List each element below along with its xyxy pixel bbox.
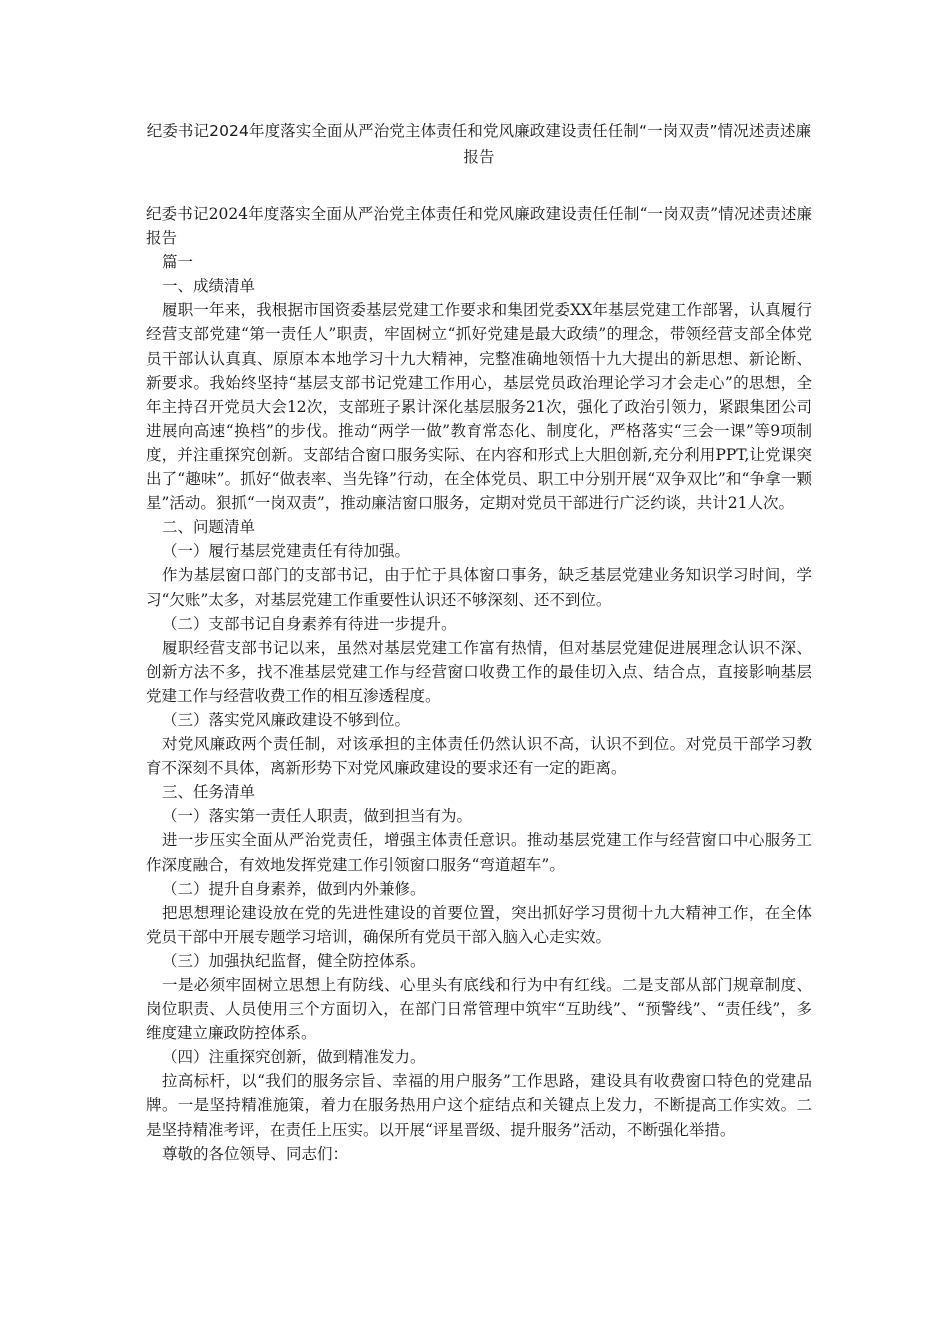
document-body [146,250,812,1166]
section-heading: 二、问题清单 [162,518,256,537]
paragraph: 对党风廉政两个责任制，对该承担的主体责任仍然认识不高，认识不到位。对党员干部学习教育不深刻不具体，离新形势下对党风廉政建设的要求还有一定的距离。 [146,735,812,778]
subheading: （一）履行基层党建责任有待加强。 [162,542,411,561]
paragraph: 作为基层窗口部门的支部书记，由于忙于具体窗口事务，缺乏基层党建业务知识学习时间，学习“欠账”太多，对基层党建工作重要性认识还不够深刻、还不到位。 [146,566,812,609]
section-heading: 三、任务清单 [162,783,256,802]
subheading: （三）加强执纪监督，健全防控体系。 [162,951,426,970]
subheading: 尊敬的各位领导、同志们： [162,1144,349,1163]
subheading: （四）注重探究创新，做到精准发力。 [162,1048,426,1067]
paragraph: 拉高标杆，以“我们的服务宗旨、幸福的用户服务”工作思路，建设具有收费窗口特色的党建品牌。一是坚持精准施策，着力在服务热用户这个症结点和关键点上发力，不断提高工作实效。二是坚持精准考评，在责任上压实。以开展“评星晋级、提升服务”活动，不断强化举措。 [146,1072,812,1139]
subheading: （一）落实第一责任人职责，做到担当有为。 [162,807,473,826]
subheading: （二）提升自身素养，做到内外兼修。 [162,879,426,898]
paragraph: 履职一年来，我根据市国资委基层党建工作要求和集团党委XX年基层党建工作部署，认真履行经营支部党建“第一责任人”职责，牢固树立“抓好党建是最大政绩”的理念，带领经营支部全体党员干部认认真真、原原本本地学习十九大精神，完整准确地领悟十九大提出的新思想、新论断、新要求。我始终坚持“基层支部书记党建工作用心，基层党员政治理论学习才会走心”的思想，全年主持召开党员大会12次，支部班子累计深化基层服务21次，强化了政治引领力，紧跟集团公司进展向高速“换档”的步伐。推动“两学一做”教育常态化、制度化，严格落实“三会一课”等9项制度，并注重探究创新。支部结合窗口服务实际、在内容和形式上大胆创新,充分利用PPT,让党课突出了“趣味”。抓好“做表率、当先锋”行动，在全体党员、职工中分别开展“双争双比”和“争拿一颗星”活动。狠抓“一岗双责”，推动廉洁窗口服务，定期对党员干部进行广泛约谈，共计21人次。 [146,301,812,513]
paragraph: 进一步压实全面从严治党责任，增强主体责任意识。推动基层党建工作与经营窗口中心服务工作深度融合，有效地发挥党建工作引领窗口服务“弯道超车”。 [146,831,812,874]
paragraph: 一是必须牢固树立思想上有防线、心里头有底线和行为中有红线。二是支部从部门规章制度、岗位职责、人员使用三个方面切入，在部门日常管理中筑牢“互助线”、“预警线”、“责任线”，多维度建立廉政防控体系。 [146,976,812,1043]
paragraph: 把思想理论建设放在党的先进性建设的首要位置，突出抓好学习贯彻十九大精神工作，在全体党员干部中开展专题学习培训，确保所有党员干部入脑入心走实效。 [146,903,812,946]
subheading: （二）支部书记自身素养有待进一步提升。 [162,614,457,633]
document-page [146,118,812,1166]
paragraph: 履职经营支部书记以来，虽然对基层党建工作富有热情，但对基层党建促进展理念认识不深、创新方法不多，找不准基层党建工作与经营窗口收费工作的最佳切入点、结合点，直接影响基层党建工作与经营收费工作的相互渗透程度。 [146,638,812,705]
document-title: 纪委书记2024年度落实全面从严治党主体责任和党风廉政建设责任任制“一岗双责”情况述责述廉报告 [146,122,812,166]
subheading: 篇一 [162,253,194,272]
repeated-title: 纪委书记2024年度落实全面从严治党主体责任和党风廉政建设责任任制“一岗双责”情况述责述廉报告 [146,205,812,248]
subheading: （三）落实党风廉政建设不够到位。 [162,710,411,729]
section-heading: 一、成绩清单 [162,277,256,296]
